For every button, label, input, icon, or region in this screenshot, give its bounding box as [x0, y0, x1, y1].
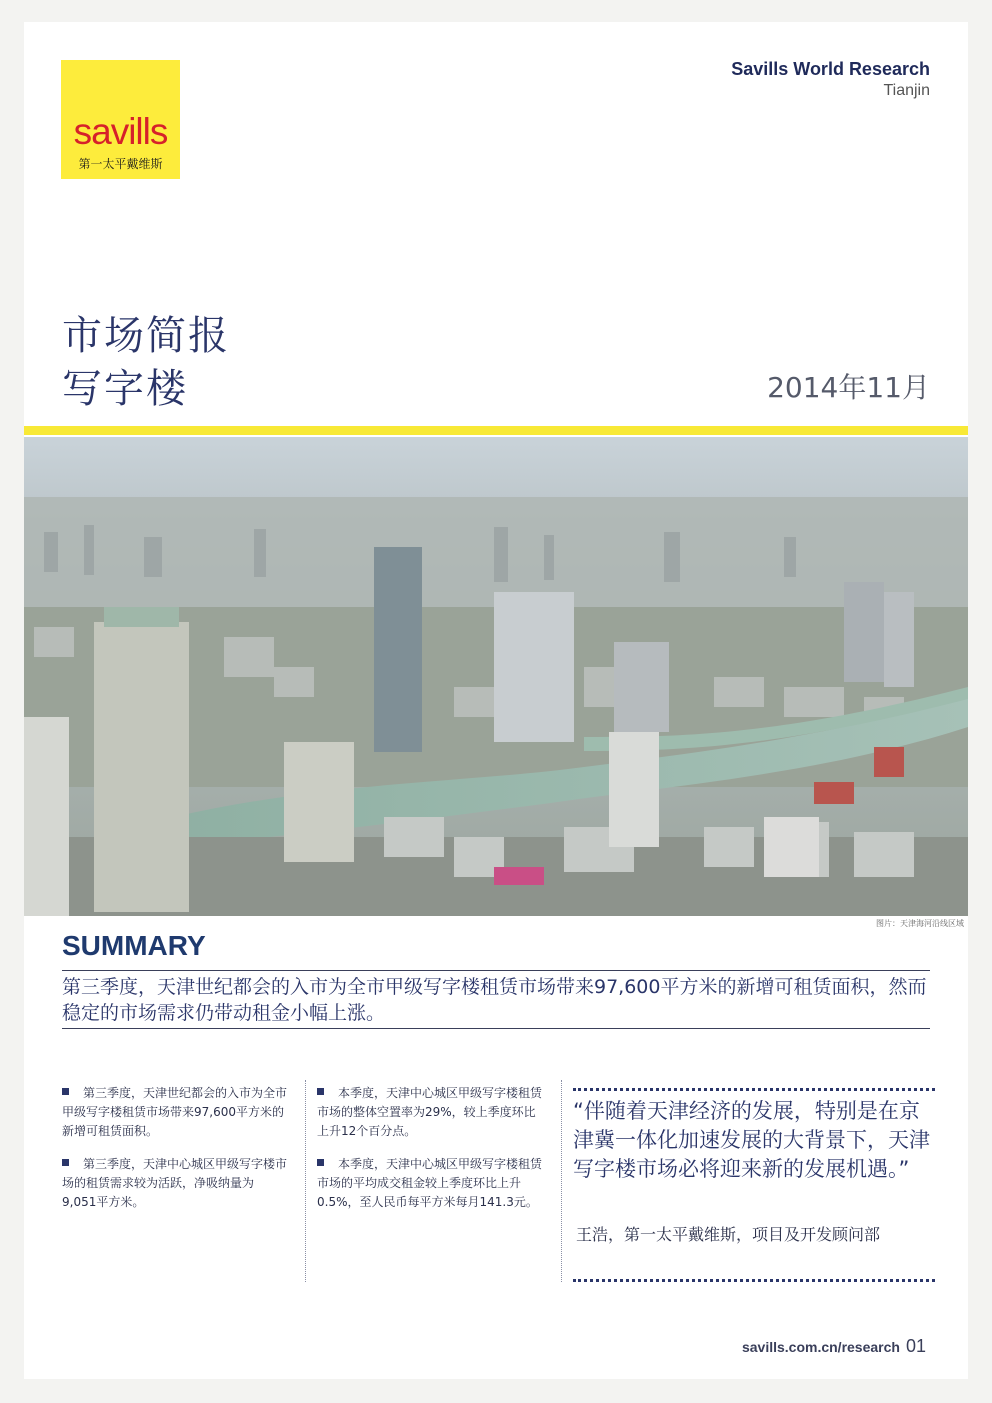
report-header [731, 57, 930, 101]
photo-caption: 图片：天津海河沿线区域 [876, 919, 964, 928]
key-point [317, 1084, 547, 1141]
report-series-title: Savills World Research [731, 59, 930, 79]
page-footer [742, 1336, 926, 1357]
logo-subtitle: 第一太平戴维斯 [78, 157, 163, 171]
page [24, 22, 968, 1379]
column-divider [561, 1080, 562, 1282]
summary-text: 第三季度，天津世纪都会的入市为全市甲级写字楼租赁市场带来97,600平方米的新增可租赁面积，然而稳定的市场需求仍带动租金小幅上涨。 [62, 976, 927, 1024]
quote-top-rule [573, 1088, 935, 1091]
research-url-link[interactable]: savills.com.cn/research [741, 1339, 900, 1355]
key-points-column-2 [317, 1084, 547, 1226]
pull-quote: “伴随着天津经济的发展，特别是在京津冀一体化加速发展的大背景下，天津写字楼市场必将迎来新的发展机遇。” [573, 1099, 930, 1181]
key-point-text: 第三季度，天津世纪都会的入市为全市甲级写字楼租赁市场带来97,600平方米的新增可租赁面积。 [62, 1086, 288, 1138]
key-point [62, 1155, 287, 1212]
report-city: Tianjin [883, 82, 930, 99]
summary-bottom-rule [62, 1028, 930, 1029]
square-bullet-icon [62, 1159, 69, 1166]
square-bullet-icon [317, 1159, 324, 1166]
column-divider [305, 1080, 306, 1282]
key-point [62, 1084, 287, 1141]
square-bullet-icon [317, 1088, 324, 1095]
summary-heading: SUMMARY [62, 930, 206, 961]
page-title-line2: 写字楼 [62, 366, 188, 412]
logo-wordmark: savills [73, 111, 168, 152]
cityscape-photo [24, 437, 968, 916]
key-points-column-1 [62, 1084, 287, 1226]
quote-bottom-rule [573, 1279, 935, 1282]
page-number: 01 [905, 1336, 926, 1356]
key-point-text: 第三季度，天津中心城区甲级写字楼市场的租赁需求较为活跃，净吸纳量为9,051平方米。 [62, 1157, 288, 1209]
key-point-text: 本季度，天津中心城区甲级写字楼租赁市场的平均成交租金较上季度环比上升0.5%，至人民币每平方米每月141.3元。 [317, 1157, 543, 1209]
square-bullet-icon [62, 1088, 69, 1095]
report-date: 2014年11月 [767, 371, 930, 404]
key-point-text: 本季度，天津中心城区甲级写字楼租赁市场的整体空置率为29%，较上季度环比上升12个百分点。 [317, 1086, 543, 1138]
quote-attribution: 王浩，第一太平戴维斯，项目及开发顾问部 [576, 1225, 881, 1244]
summary-top-rule [62, 970, 930, 971]
savills-logo [61, 60, 180, 179]
key-point [317, 1155, 547, 1212]
page-title-line1: 市场简报 [62, 313, 230, 359]
yellow-divider [24, 426, 968, 435]
